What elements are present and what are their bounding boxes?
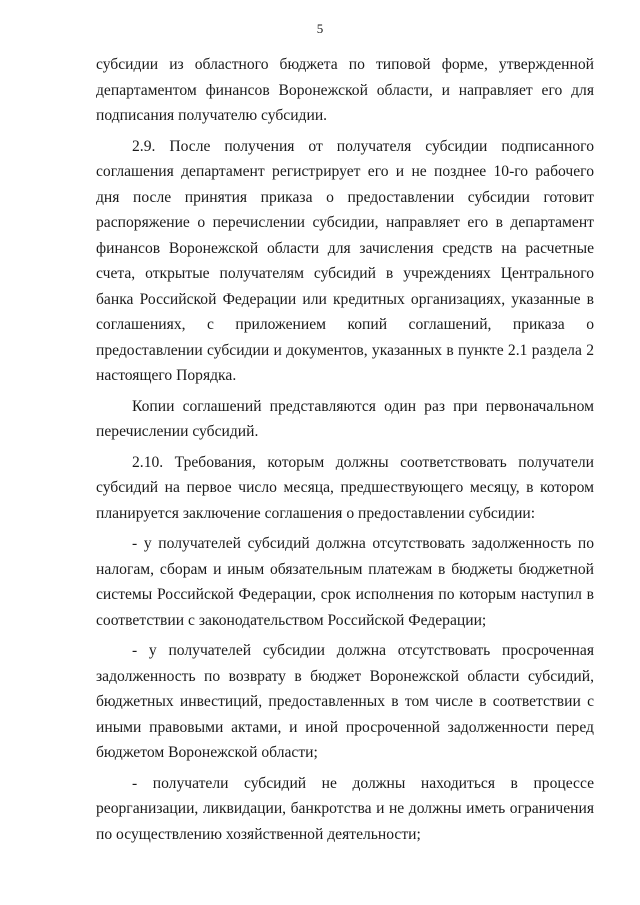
page-number: 5 bbox=[316, 21, 324, 36]
paragraph-2-9: 2.9. После получения от получателя субсидии подписанного соглашения департамент регистрирует его и не позднее 10-го рабочего дня после принятия приказа о предоставлении субсидии готовит распоряжение о перечислении субсидии, направляет его в департамент финансов Воронежской области для зачисления средств на расчетные счета, открытые получателям субсидий в учреждениях Центрального банка Российской Федерации или кредитных организациях, указанные в соглашениях, с приложением копий соглашений, приказа о предоставлении субсидии и документов, указанных в пункте 2.1 раздела 2 настоящего Порядка. bbox=[96, 137, 594, 384]
list-item-tax-debt: - у получателей субсидий должна отсутствовать задолженность по налогам, сборам и иным обязательным платежам в бюджеты бюджетной системы Российской Федерации, срок исполнения по которым наступил в соответствии с законодательством Российской Федерации; bbox=[96, 535, 594, 629]
paragraph-subsidy-agreement-continuation: субсидии из областного бюджета по типовой форме, утвержденной департаментом финансов Воронежской области, и направляет его для подписания получателю субсидии. bbox=[96, 56, 594, 124]
paragraph-2-10: 2.10. Требования, которым должны соответствовать получатели субсидий на первое число месяца, предшествующего месяцу, в котором планируется заключение соглашения о предоставлении субсидии: bbox=[96, 453, 594, 522]
list-item-overdue-debt: - у получателей субсидии должна отсутствовать просроченная задолженность по возврату в бюджет Воронежской области субсидий, бюджетных инвестиций, предоставленных в том числе в соответствии с иными правовыми актами, и иной просроченной задолженности перед бюджетом Воронежской области; bbox=[96, 642, 594, 761]
document-body bbox=[96, 52, 594, 847]
paragraph-agreement-copies: Копии соглашений представляются один раз при первоначальном перечислении субсидий. bbox=[96, 397, 594, 440]
list-item-reorganization: - получатели субсидий не должны находиться в процессе реорганизации, ликвидации, банкротства и не должны иметь ограничения по осуществлению хозяйственной деятельности; bbox=[96, 774, 594, 843]
